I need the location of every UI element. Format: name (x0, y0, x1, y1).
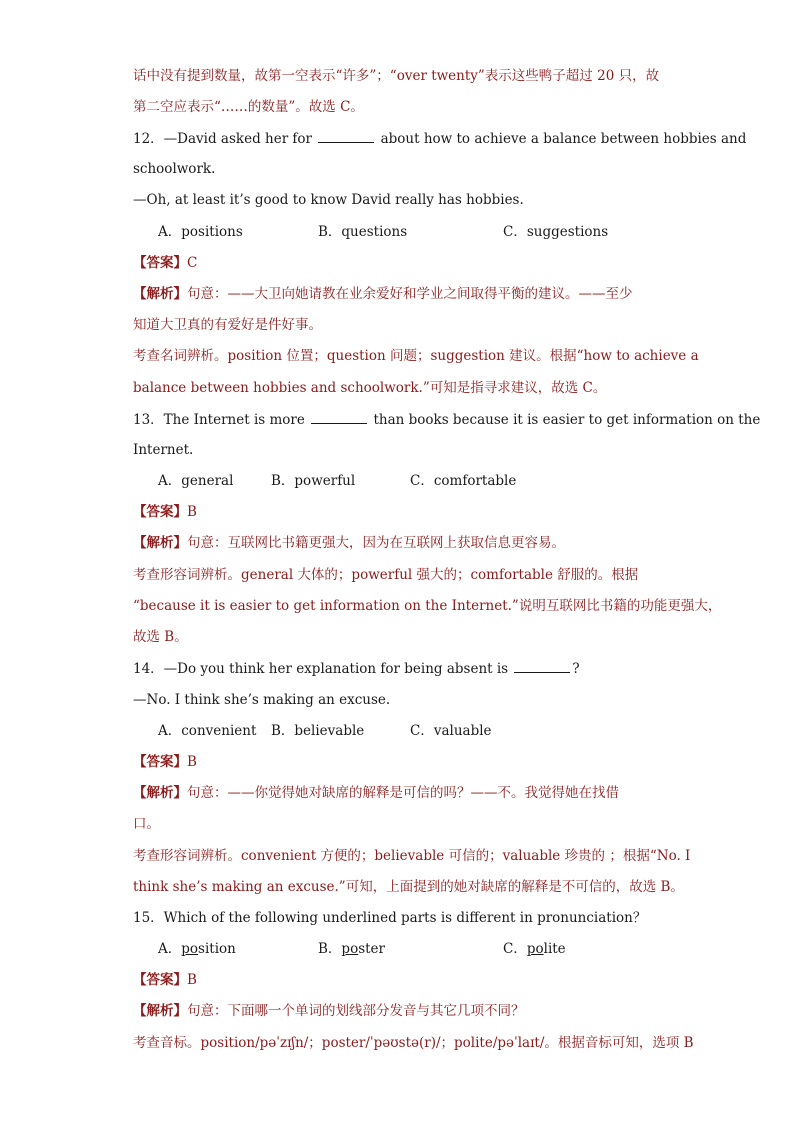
analysis-text: 考查形容词辨析。general 大体的；powerful 强大的；comfortable 舒服的。根据 (133, 567, 639, 583)
analysis-text: 句意：互联网比书籍更强大，因为在互联网上获取信息更容易。 (187, 535, 565, 551)
analysis-text: 故选 B。 (133, 629, 188, 645)
answer-value: B (187, 972, 197, 988)
answer-tag: 【答案】 (133, 754, 187, 770)
analysis-line (133, 1001, 663, 1021)
question-14-stem (133, 658, 663, 679)
analysis-text: think she’s making an excuse.”可知，上面提到的她对缺席的解释是不可信的，故选 B。 (133, 879, 684, 895)
answer-blank (311, 409, 367, 424)
question-text: schoolwork. (133, 161, 216, 177)
analysis-text: balance between hobbies and schoolwork.”可知是指寻求建议，故选 C。 (133, 380, 607, 396)
answer-tag: 【答案】 (133, 504, 187, 520)
option-a (158, 939, 236, 959)
dialogue-reply: —No. I think she’s making an excuse. (133, 692, 391, 708)
option-letter: A． (158, 941, 182, 957)
underlined-part: po (181, 941, 199, 957)
answer-line (133, 752, 663, 772)
answer-value: B (187, 504, 197, 520)
answer-blank (514, 658, 570, 673)
analysis-text: 知道大卫真的有爱好是件好事。 (133, 317, 322, 333)
question-text: than books because it is easier to get information on the (373, 412, 761, 428)
analysis-text: 考查音标。position/pəˈzɪʃn/；poster/ˈpəʊstə(r)/；polite/pəˈlaɪt/。根据音标可知，选项 B (133, 1035, 694, 1051)
analysis-line (133, 284, 663, 304)
answer-value: B (187, 754, 197, 770)
option-b: B．believable (271, 723, 365, 739)
question-text: 14．—Do you think her explanation for being absent is (133, 661, 509, 677)
question-text: Internet. (133, 442, 194, 458)
analysis-tag: 【解析】 (133, 1003, 187, 1019)
question-text: 12．—David asked her for (133, 131, 313, 147)
question-15-stem: 15．Which of the following underlined parts is different in pronunciation？ (133, 910, 647, 926)
option-a: A．positions (158, 224, 243, 240)
option-b: B．powerful (271, 473, 356, 489)
option-b (318, 939, 385, 959)
analysis-tag: 【解析】 (133, 535, 187, 551)
option-a: A．convenient (158, 723, 257, 739)
option-letter: C． (503, 941, 527, 957)
option-rest: ster (358, 941, 385, 957)
analysis-text: 话中没有提到数量，故第一空表示“许多”；“over twenty”表示这些鸭子超过 20 只，故 (133, 68, 660, 84)
analysis-text: 句意：——大卫向她请教在业余爱好和学业之间取得平衡的建议。——至少 (187, 286, 633, 302)
answer-value: C (187, 255, 198, 271)
underlined-part: po (341, 941, 359, 957)
answer-tag: 【答案】 (133, 972, 187, 988)
question-text: 13．The Internet is more (133, 412, 305, 428)
question-text: about how to achieve a balance between hobbies and (380, 131, 747, 147)
underlined-part: po (526, 941, 544, 957)
answer-line (133, 970, 663, 990)
analysis-text: 考查形容词辨析。convenient 方便的；believable 可信的；valuable 珍贵的 ；根据“No. I (133, 848, 691, 864)
analysis-line (133, 783, 663, 803)
question-12-stem (133, 128, 747, 149)
analysis-text: 句意：下面哪一个单词的划线部分发音与其它几项不同？ (187, 1003, 525, 1019)
option-letter: B． (318, 941, 342, 957)
analysis-text: 考查名词辨析。position 位置；question 问题；suggestion 建议。根据“how to achieve a (133, 348, 699, 364)
option-a: A．general (158, 473, 234, 489)
question-13-stem (133, 409, 761, 430)
option-rest: sition (198, 941, 236, 957)
analysis-text: 第二空应表示“……的数量”。故选 C。 (133, 99, 364, 115)
dialogue-reply: —Oh, at least it’s good to know David really has hobbies. (133, 192, 524, 208)
answer-blank (318, 128, 374, 143)
analysis-line (133, 533, 663, 553)
analysis-tag: 【解析】 (133, 785, 187, 801)
answer-line (133, 253, 663, 273)
answer-tag: 【答案】 (133, 255, 187, 271)
option-c (503, 939, 566, 959)
analysis-text: “because it is easier to get information on the Internet.”说明互联网比书籍的功能更强大， (133, 598, 722, 614)
analysis-tag: 【解析】 (133, 286, 187, 302)
option-c: C．suggestions (503, 224, 609, 240)
option-c: C．valuable (410, 723, 492, 739)
question-text: ? (572, 661, 580, 677)
answer-line (133, 502, 663, 522)
option-b: B．questions (318, 224, 408, 240)
analysis-text: 句意：——你觉得她对缺席的解释是可信的吗？——不。我觉得她在找借 (187, 785, 619, 801)
analysis-text: 口。 (133, 816, 160, 832)
option-c: C．comfortable (410, 473, 517, 489)
option-rest: lite (543, 941, 566, 957)
